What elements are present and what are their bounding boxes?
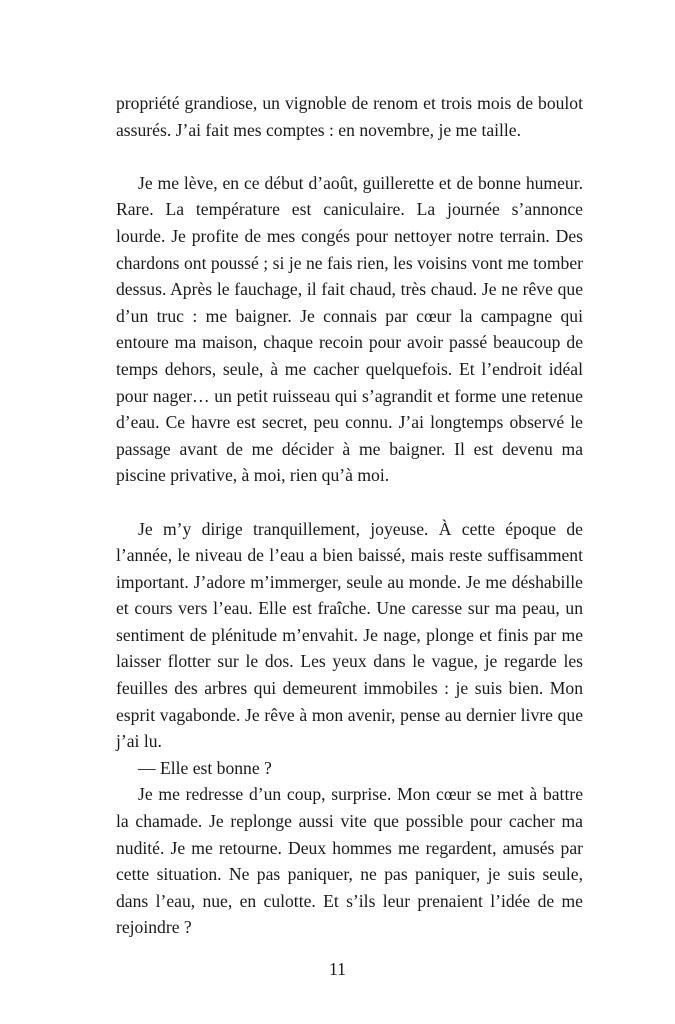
dialogue-line: — Elle est bonne ? — [138, 757, 272, 778]
paragraph-1: propriété grandiose, un vignoble de renom et trois mois de boulot assurés. J’ai fait mes comptes : en novembre, je me taille. — [116, 93, 583, 140]
paragraph-2: Je me lève, en ce début d’août, guillerette et de bonne humeur. Rare. La température est caniculaire. La journée s’annonce lourde. Je profite de mes congés pour nettoyer notre terrain. Des chardons ont poussé ; si je ne fais rien, les voisins vont me tomber dessus. Après le fauchage, il fait chaud, très chaud. Je ne rêve que d’un truc : me baigner. Je connais par cœur la campagne qui entoure ma maison, chaque recoin pour avoir passé beaucoup de temps dehors, seule, à me cacher quelquefois. Et l’endroit idéal pour nager… un petit ruisseau qui s’agrandit et forme une retenue d’eau. Ce havre est secret, peu connu. J’ai longtemps observé le passage avant de me décider à me baigner. Il est devenu ma piscine privative, à moi, rien qu’à moi. — [116, 172, 583, 486]
paragraph-5: Je me redresse d’un coup, surprise. Mon cœur se met à battre la chamade. Je replonge aussi vite que possible pour cacher ma nudité. Je me retourne. Deux hommes me regardent, amusés par cette situation. Ne pas paniquer, ne pas paniquer, je suis seule, dans l’eau, nue, en culotte. Et s’ils leur prenaient l’idée de me rejoindre ? — [116, 784, 583, 938]
body-text — [116, 90, 583, 941]
paragraph-3: Je m’y dirige tranquillement, joyeuse. À cette époque de l’année, le niveau de l’eau a bien baissé, mais reste suffisamment important. J’adore m’immerger, seule au monde. Je me déshabille et cours vers l’eau. Elle est fraîche. Une caresse sur ma peau, un sentiment de plénitude m’envahit. Je nage, plonge et finis par me laisser flotter sur le dos. Les yeux dans le vague, je regarde les feuilles des arbres qui demeurent immobiles : je suis bien. Mon esprit vagabonde. Je rêve à mon avenir, pense au dernier livre que j’ai lu. — [116, 518, 583, 752]
page-number: 11 — [329, 959, 346, 979]
